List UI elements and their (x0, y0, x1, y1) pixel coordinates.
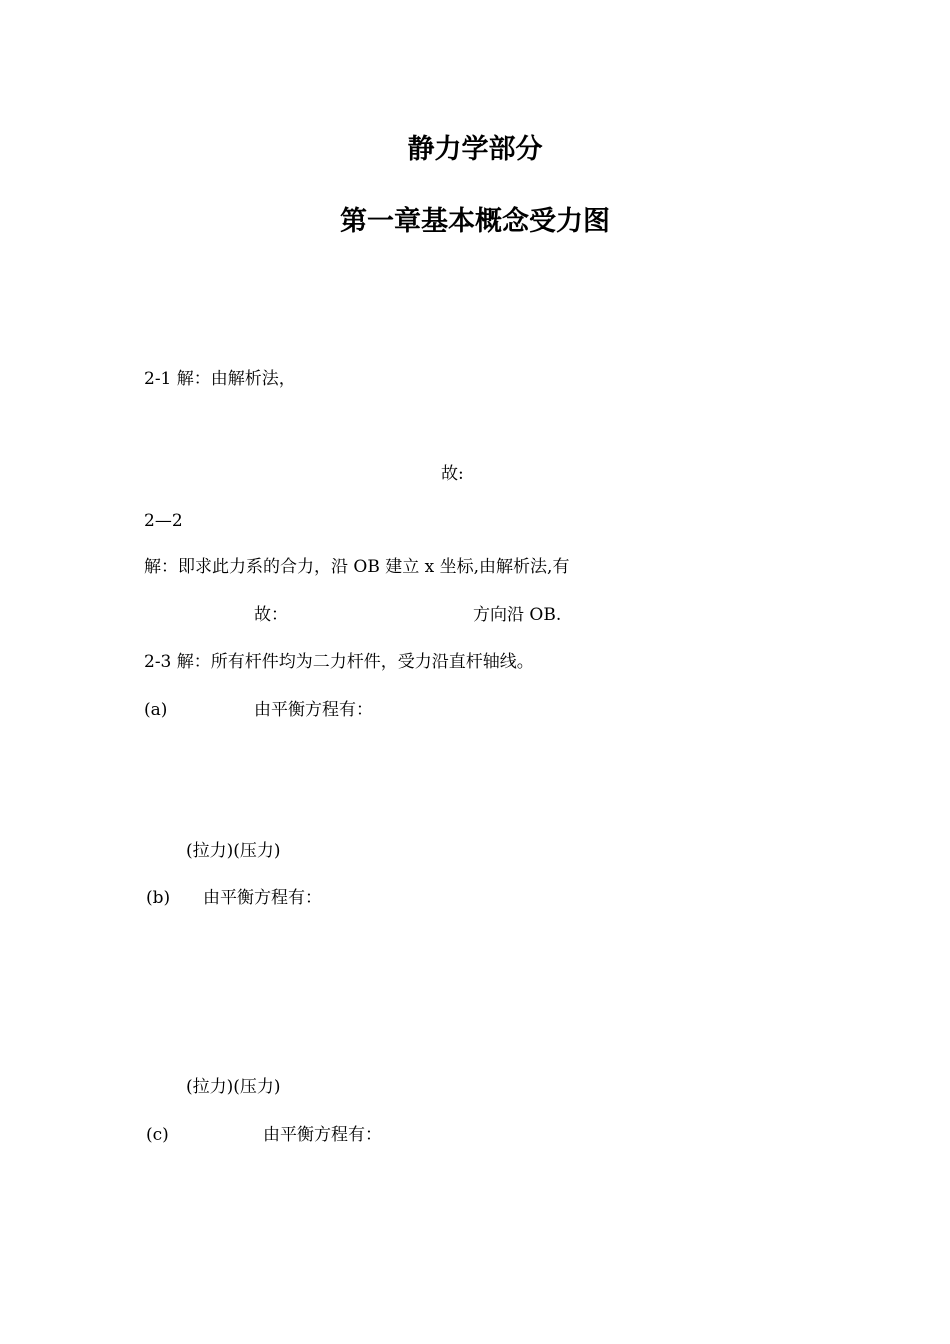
document-title: 静力学部分 (407, 134, 543, 165)
text-line-c-label: (c) (146, 1125, 169, 1145)
text-line-b-label: (b) (146, 888, 171, 908)
text-line-a-label: (a) (144, 700, 168, 720)
text-line-a-forces: (拉力)(压力) (186, 841, 281, 861)
text-line-2-2-solution: 解：即求此力系的合力，沿 OB 建立 x 坐标,由解析法,有 (144, 557, 570, 577)
text-line-2-3: 2-3 解：所有杆件均为二力杆件，受力沿直杆轴线。 (144, 652, 534, 672)
text-line-2-2: 2—2 (144, 511, 183, 531)
text-line-gu-2: 故： (254, 605, 288, 625)
text-line-a-equation: 由平衡方程有： (254, 700, 373, 720)
text-line-2-1: 2-1 解：由解析法， (144, 369, 296, 389)
chapter-heading: 第一章基本概念受力图 (340, 206, 610, 237)
text-line-c-equation: 由平衡方程有： (263, 1125, 382, 1145)
text-line-gu: 故: (441, 464, 464, 484)
text-line-b-forces: (拉力)(压力) (186, 1077, 281, 1097)
text-line-direction: 方向沿 OB. (473, 605, 562, 625)
text-line-b-equation: 由平衡方程有： (203, 888, 322, 908)
